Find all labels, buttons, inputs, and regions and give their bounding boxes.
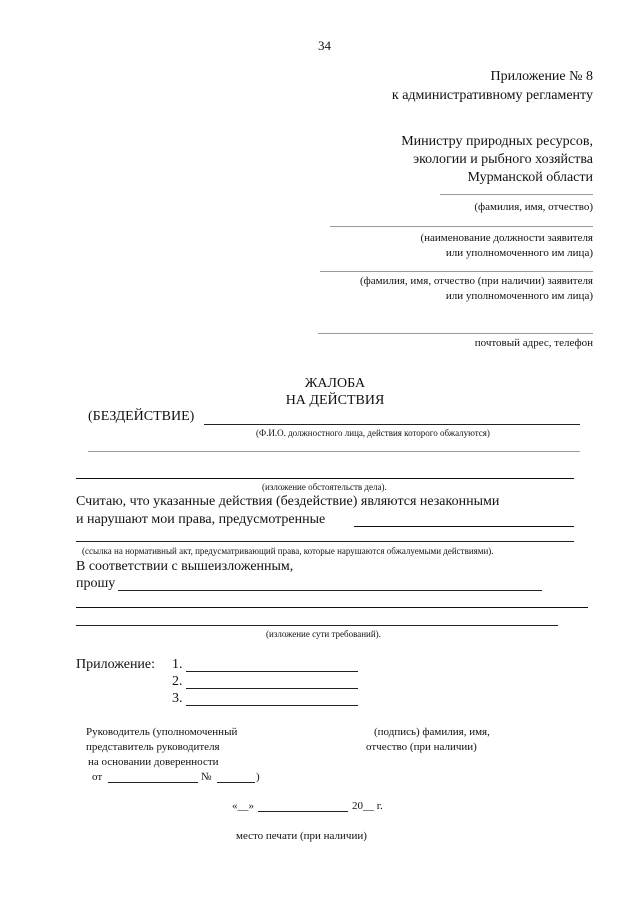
signatory-line-2: представитель руководителя bbox=[86, 741, 220, 753]
date-day: «__» bbox=[232, 800, 254, 812]
position-blank-line bbox=[330, 226, 593, 227]
inaction-label: (БЕЗДЕЙСТВИЕ) bbox=[88, 409, 195, 424]
complaint-title-2: НА ДЕЙСТВИЯ bbox=[285, 393, 385, 408]
circumstances-caption: (изложение обстоятельств дела). bbox=[262, 482, 387, 492]
proxy-from-label: от bbox=[92, 771, 103, 783]
proxy-number-label: № bbox=[201, 771, 212, 783]
request-text: прошу bbox=[76, 576, 116, 591]
circumstances-blank-line bbox=[76, 478, 574, 479]
attachments-label: Приложение: bbox=[76, 657, 156, 672]
stamp-caption: место печати (при наличии) bbox=[236, 830, 367, 842]
act-reference-caption: (ссылка на нормативный акт, предусматривающий права, которые нарушаются обжалуемыми действиями). bbox=[82, 546, 494, 556]
position-caption-1: (наименование должности заявителя bbox=[420, 232, 593, 244]
consider-line-1: Считаю, что указанные действия (бездействие) являются незаконными bbox=[76, 494, 500, 509]
attachment-number-2: 2. bbox=[172, 674, 183, 689]
attachment-blank-line-2 bbox=[186, 688, 358, 689]
address-blank-line bbox=[318, 333, 593, 334]
applicant-fio-caption-1: (фамилия, имя, отчество (при наличии) заявителя bbox=[359, 275, 593, 287]
addressee-line-3: Мурманской области bbox=[467, 170, 593, 185]
consider-line-2: и нарушают мои права, предусмотренные bbox=[76, 512, 326, 527]
request-blank-line-3 bbox=[76, 625, 558, 626]
complaint-title-1: ЖАЛОБА bbox=[304, 376, 366, 391]
signature-caption-1: (подпись) фамилия, имя, bbox=[374, 726, 490, 738]
rights-blank-line bbox=[354, 526, 574, 527]
address-caption: почтовый адрес, телефон bbox=[474, 337, 593, 349]
signatory-line-1: Руководитель (уполномоченный bbox=[86, 726, 238, 738]
act-reference-blank-line bbox=[76, 541, 574, 542]
request-blank-line bbox=[118, 590, 542, 591]
signatory-line-3: на основании доверенности bbox=[88, 756, 219, 768]
proxy-number-blank-line bbox=[217, 782, 255, 783]
request-blank-line-2 bbox=[76, 607, 588, 608]
official-blank-line bbox=[204, 424, 580, 425]
official-caption: (Ф.И.О. должностного лица, действия которого обжалуются) bbox=[256, 428, 490, 438]
attachment-blank-line-1 bbox=[186, 671, 358, 672]
addressee-line-2: экологии и рыбного хозяйства bbox=[413, 152, 593, 167]
addressee-line-1: Министру природных ресурсов, bbox=[401, 134, 593, 149]
accordance-text: В соответствии с вышеизложенным, bbox=[76, 559, 294, 574]
attachment-number-1: 1. bbox=[172, 657, 183, 672]
applicant-fio-blank-line bbox=[320, 271, 593, 272]
demands-caption: (изложение сути требований). bbox=[266, 629, 381, 639]
appendix-subtitle: к административному регламенту bbox=[391, 88, 593, 103]
proxy-close-paren: ) bbox=[256, 771, 260, 783]
date-year: 20__ г. bbox=[352, 800, 383, 812]
position-caption-2: или уполномоченного им лица) bbox=[445, 247, 593, 259]
page-number: 34 bbox=[318, 38, 331, 53]
attachment-blank-line-3 bbox=[186, 705, 358, 706]
proxy-date-blank-line bbox=[108, 782, 198, 783]
signature-caption-2: отчество (при наличии) bbox=[366, 741, 477, 753]
official-blank-line-2 bbox=[88, 451, 580, 452]
appendix-title: Приложение № 8 bbox=[490, 69, 593, 84]
date-month-blank-line bbox=[258, 811, 348, 812]
fio-caption: (фамилия, имя, отчество) bbox=[474, 201, 593, 213]
applicant-fio-caption-2: или уполномоченного им лица) bbox=[445, 290, 593, 302]
fio-blank-line bbox=[440, 194, 593, 195]
attachment-number-3: 3. bbox=[172, 691, 183, 706]
